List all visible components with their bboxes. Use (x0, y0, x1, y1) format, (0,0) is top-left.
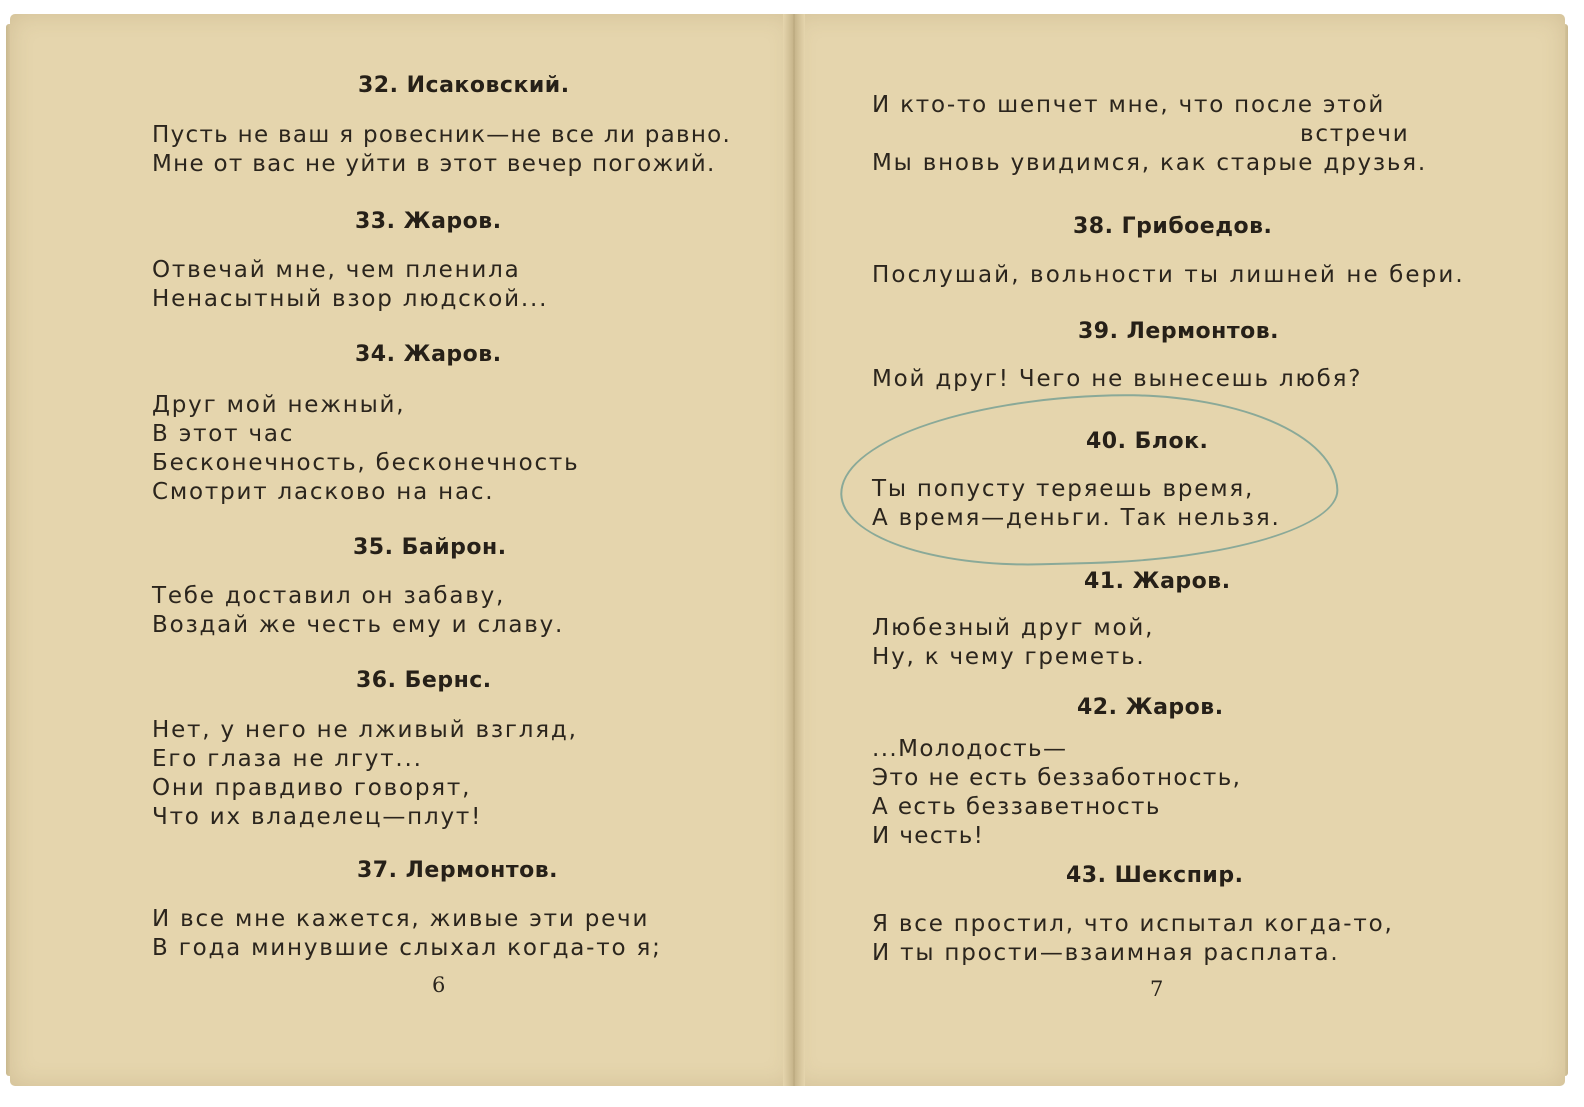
verse-line: Что их владелец—плут! (152, 804, 483, 830)
entry-verse-35 (152, 582, 564, 640)
entry-verse-39 (872, 365, 1362, 394)
verse-line: Воздай же честь ему и славу. (152, 612, 565, 638)
verse-line: А есть беззаветность (872, 794, 1161, 820)
page-number-left: 6 (432, 973, 446, 997)
verse-line: Бесконечность, бесконечность (152, 450, 580, 476)
entry-verse-43 (872, 910, 1394, 968)
verse-line: И ты прости—взаимная расплата. (872, 940, 1340, 966)
entry-heading-42: 42. Жаров. (1077, 695, 1224, 720)
book-spine-fold (783, 14, 805, 1086)
entry-heading-33: 33. Жаров. (355, 209, 502, 234)
entry-verse-37 (152, 905, 662, 963)
verse-line: Смотрит ласково на нас. (152, 479, 495, 505)
entry-heading-40: 40. Блок. (1086, 429, 1209, 454)
verse-line: Нет, у него не лживый взгляд, (152, 717, 578, 743)
page-number-right: 7 (1150, 977, 1164, 1001)
verse-line: Послушай, вольности ты лишней не бери. (872, 262, 1465, 288)
entry-heading-38: 38. Грибоедов. (1073, 214, 1273, 239)
verse-line: встречи (1300, 121, 1410, 147)
entry-heading-37: 37. Лермонтов. (357, 858, 559, 883)
verse-line: Пусть не ваш я ровесник—не все ли равно. (152, 122, 732, 148)
entry-verse-38 (872, 261, 1465, 290)
verse-line: И честь! (872, 823, 985, 849)
verse-line: Ненасытный взор людской... (152, 286, 549, 312)
verse-line: ...Молодость— (872, 736, 1068, 762)
verse-line: Любезный друг мой, (872, 615, 1155, 641)
verse-line: Тебе доставил он забаву, (152, 583, 506, 609)
entry-verse-36 (152, 716, 578, 832)
verse-line: В года минувшие слыхал когда-то я; (152, 935, 662, 961)
entry-heading-35: 35. Байрон. (353, 535, 507, 560)
entry-heading-39: 39. Лермонтов. (1078, 319, 1280, 344)
verse-line: Мы вновь увидимся, как старые друзья. (872, 150, 1428, 176)
verse-line: Мой друг! Чего не вынесешь любя? (872, 366, 1363, 392)
verse-line: И все мне кажется, живые эти речи (152, 906, 650, 932)
verse-line: Я все простил, что испытал когда-то, (872, 911, 1394, 937)
entry-verse-33 (152, 256, 548, 314)
entry-heading-36: 36. Бернс. (356, 668, 492, 693)
entry-verse-34 (152, 391, 579, 507)
entry-verse-42 (872, 735, 1241, 851)
verse-line: Его глаза не лгут... (152, 746, 423, 772)
verse-line: Они правдиво говорят, (152, 775, 472, 801)
verse-line: Мне от вас не уйти в этот вечер погожий. (152, 151, 716, 177)
entry-verse-40 (872, 475, 1281, 533)
verse-line: И кто-то шепчет мне, что после этой (872, 92, 1386, 118)
entry-verse-32 (152, 121, 731, 179)
entry-verse-41 (872, 614, 1154, 672)
entry-heading-43: 43. Шекспир. (1066, 863, 1244, 888)
entry-heading-41: 41. Жаров. (1084, 569, 1231, 594)
entry-heading-34: 34. Жаров. (355, 342, 502, 367)
entry-heading-32: 32. Исаковский. (358, 73, 570, 98)
verse-line: А время—деньги. Так нельзя. (872, 505, 1281, 531)
verse-line: Ну, к чему греметь. (872, 644, 1146, 670)
verse-line: Это не есть беззаботность, (872, 765, 1242, 791)
entry-verse-37-continued (872, 91, 1427, 178)
verse-line: Друг мой нежный, (152, 392, 406, 418)
verse-line: Ты попусту теряешь время, (872, 476, 1255, 502)
verse-line: Отвечай мне, чем пленила (152, 257, 521, 283)
verse-line: В этот час (152, 421, 295, 447)
